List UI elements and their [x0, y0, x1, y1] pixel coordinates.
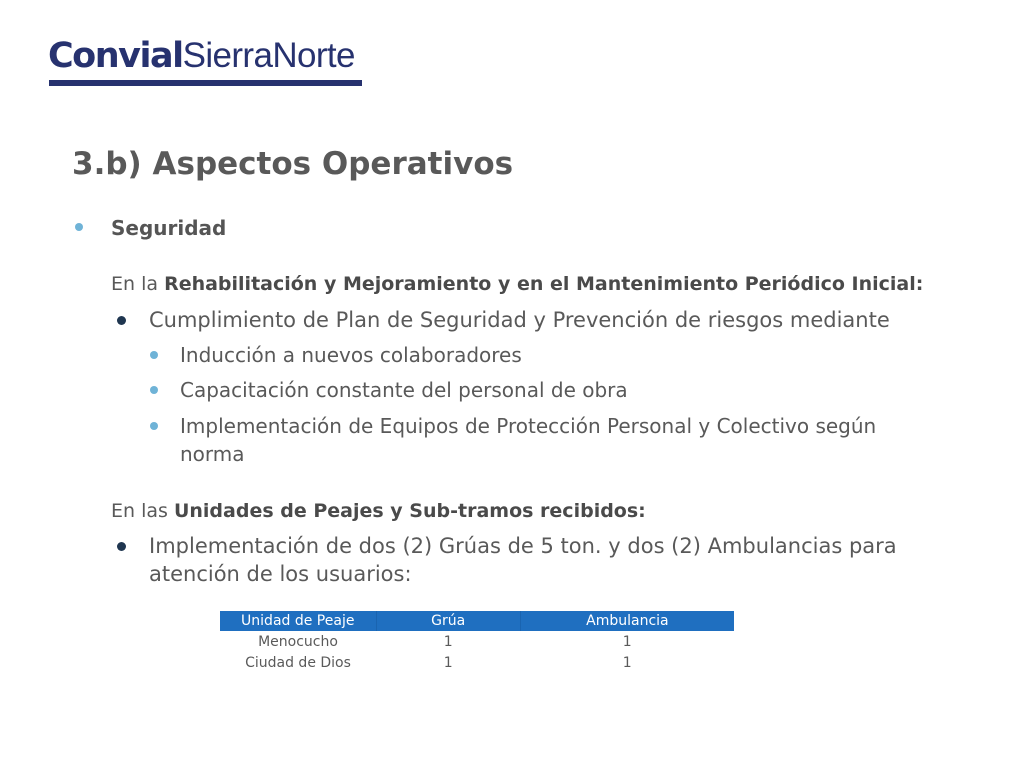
bullet-block2-item — [117, 542, 126, 551]
section-heading-seguridad: Seguridad — [111, 216, 227, 240]
logo-part-convial: Convial — [48, 36, 183, 76]
table-header-unidad: Unidad de Peaje — [220, 611, 376, 631]
table-row — [220, 631, 734, 652]
table-cell: 1 — [622, 633, 632, 650]
block2-item-line1: Implementación de dos (2) Grúas de 5 ton. y dos (2) Ambulancias para — [149, 534, 897, 558]
block2-item-line2: atención de los usuarios: — [149, 562, 412, 586]
table-header-ambulancia: Ambulancia — [520, 611, 734, 631]
peaje-table — [220, 611, 734, 673]
block1-intro-bold: Rehabilitación y Mejoramiento y en el Mantenimiento Periódico Inicial: — [164, 273, 924, 295]
block1-subitem-1: Inducción a nuevos colaboradores — [180, 343, 522, 367]
block1-subitem-3-cont: norma — [180, 442, 245, 466]
slide-title: 3.b) Aspectos Operativos — [72, 146, 514, 182]
block1-intro — [111, 273, 923, 295]
logo-wordmark — [48, 36, 355, 76]
block1-subitem-3: Implementación de Equipos de Protección Personal y Colectivo según — [180, 414, 877, 438]
bullet-seguridad — [75, 223, 83, 231]
table-cell: Menocucho — [258, 633, 338, 650]
logo-part-sierranorte: SierraNorte — [182, 36, 355, 75]
table-header-grua: Grúa — [376, 611, 520, 631]
bullet-block1-item — [117, 316, 126, 325]
block1-item: Cumplimiento de Plan de Seguridad y Prevención de riesgos mediante — [149, 308, 890, 332]
block2-intro — [111, 500, 646, 522]
logo-underline — [49, 80, 362, 86]
table-cell: Ciudad de Dios — [245, 654, 351, 671]
company-logo — [48, 36, 355, 88]
bullet-subitem-2 — [150, 386, 158, 394]
block2-intro-bold: Unidades de Peajes y Sub-tramos recibidos: — [173, 500, 646, 522]
table-cell: 1 — [443, 654, 453, 671]
table-cell: 1 — [443, 633, 453, 650]
table-cell: 1 — [622, 654, 632, 671]
block1-subitem-2: Capacitación constante del personal de obra — [180, 378, 628, 402]
table-header-row — [220, 611, 734, 631]
block2-intro-prefix: En las — [111, 500, 174, 522]
bullet-subitem-3 — [150, 422, 158, 430]
block1-intro-prefix: En la — [111, 273, 165, 295]
table-row — [220, 652, 734, 673]
bullet-subitem-1 — [150, 351, 158, 359]
